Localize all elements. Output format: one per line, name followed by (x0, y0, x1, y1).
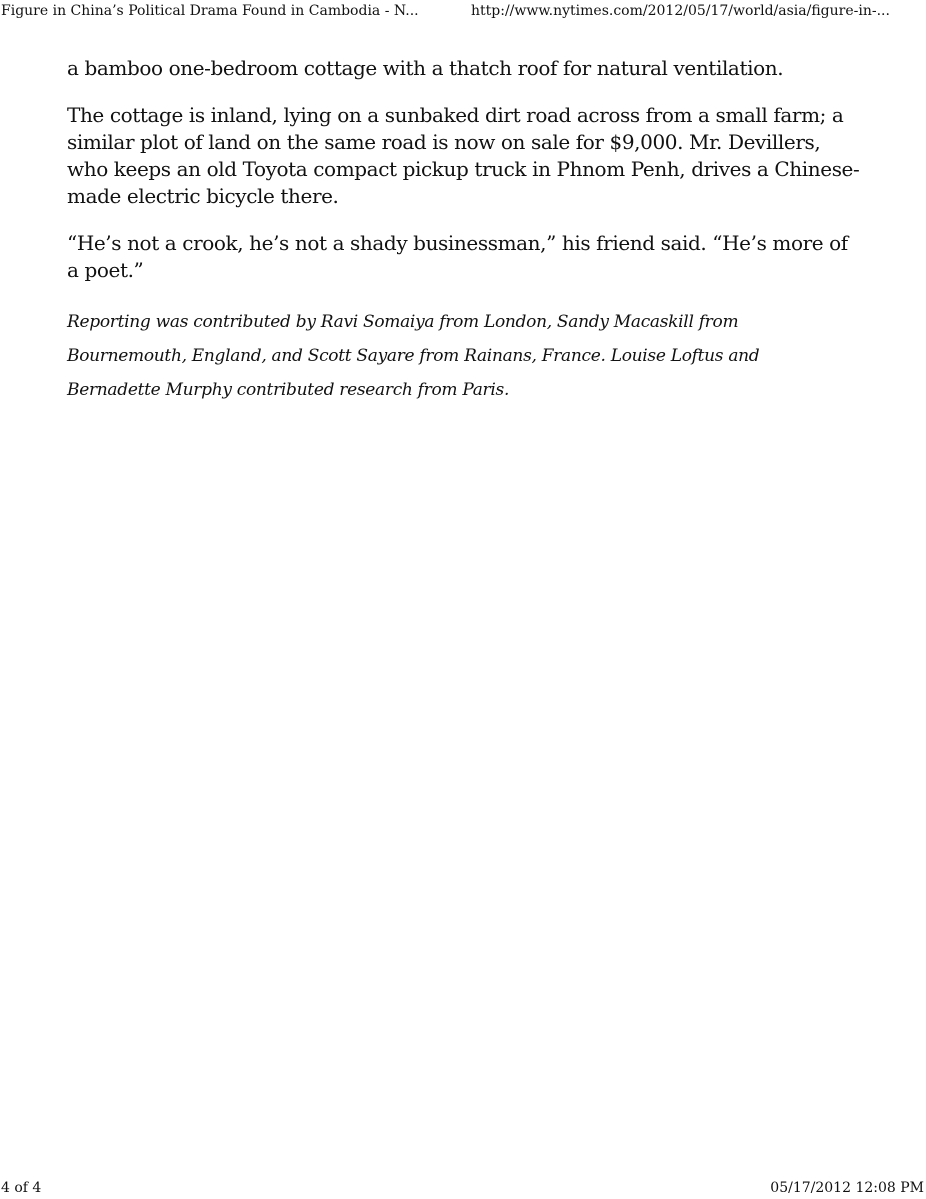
print-datetime: 05/17/2012 12:08 PM (770, 1180, 924, 1196)
reporting-credit: Reporting was contributed by Ravi Somaiya from London, Sandy Macaskill from Bournemouth, England, and Scott Sayare from Rainans, France. Louise Loftus and Bernadette Murphy contributed research from Paris. (67, 312, 760, 400)
article-body (67, 55, 867, 407)
print-header (0, 0, 926, 24)
article-paragraph: The cottage is inland, lying on a sunbaked dirt road across from a small farm; a similar plot of land on the same road is now on sale for $9,000. Mr. Devillers, who keeps an old Toyota compact pickup truck in Phnom Penh, drives a Chinese-made electric bicycle there. (67, 103, 860, 208)
article-paragraph: “He’s not a crook, he’s not a shady businessman,” his friend said. “He’s more of a poet.” (67, 231, 848, 282)
article-paragraph: a bamboo one-bedroom cottage with a thatch roof for natural ventilation. (67, 56, 784, 80)
page-url: http://www.nytimes.com/2012/05/17/world/asia/figure-in-... (471, 3, 890, 19)
page-title: Figure in China’s Political Drama Found in Cambodia - N... (1, 3, 419, 19)
print-footer (0, 1177, 926, 1199)
page-number: 4 of 4 (1, 1180, 42, 1196)
